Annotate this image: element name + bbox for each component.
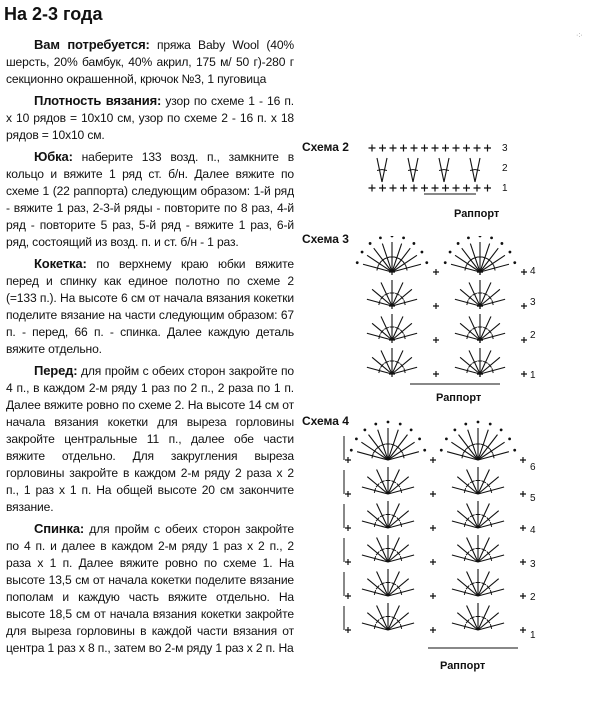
chain-stitch-symbol — [513, 261, 516, 264]
chain-stitch-symbol — [457, 242, 460, 245]
scheme-2-rapport: Раппорт — [454, 208, 500, 220]
stitch-bar — [374, 556, 375, 561]
single-crochet-symbol — [345, 491, 351, 497]
stitch-bar — [374, 488, 375, 493]
stitch-bar — [374, 624, 375, 629]
paragraph-skirt — [6, 148, 294, 251]
stitch-bar — [382, 169, 387, 170]
text-back: для пройм с обеих сторон закройте по 4 п. и далее в каждом 2-м ряду 1 раз х 2 п., 2 раза х 1 п. Далее вяжите ровно по схеме 1. На высоте 13,5 см от начала кокетки поделите вязание пополам и каждую часть вяжите отдельно. На высоте 18,5 см от начала вязания кокетки закройте для выреза горловины в каждой части вязания от центра 1 раз х 8 п., затем во 2-м ряду 1 раз х 2 п. На — [6, 522, 294, 655]
single-crochet-symbol — [442, 145, 449, 152]
chain-stitch-symbol — [410, 428, 413, 431]
stitch-bar — [464, 590, 465, 595]
stitch-bar — [464, 624, 465, 629]
heading-materials: Вам потребуется: — [34, 37, 150, 52]
chain-stitch-symbol — [355, 437, 358, 440]
chain-stitch-symbol — [350, 449, 353, 452]
stitch-bar — [400, 488, 401, 493]
scheme-4-rapport: Раппорт — [440, 660, 486, 672]
stitch-bar — [464, 488, 465, 493]
single-crochet-symbol — [430, 559, 436, 565]
single-crochet-symbol — [463, 145, 470, 152]
single-crochet-symbol — [369, 185, 376, 192]
stitch-bar — [467, 300, 468, 305]
scheme-2-row-3: 3 — [502, 143, 508, 154]
single-crochet-symbol — [421, 145, 428, 152]
stitch-bar — [400, 590, 401, 595]
single-crochet-symbol — [390, 185, 397, 192]
text-front: для пройм с обеих сторон закройте по 4 п., в каждом 2-м ряду 1 раз по 2 п., 2 раза по 1 п. Далее вяжите ровно по схеме 2. На высоте 14 см от начала вязания кокетки для выреза горловины закройте центральные 11 п., далее обе части вяжите отдельно. Для закругления выреза горловины закройте в каждом 2-м ряду 2 раза х 2 п., 1 раз х 1 п. На общей высоте 20 см закончите вязание. — [6, 364, 294, 514]
text-gauge: узор по схеме 1 - 16 п. х 10 рядов = 10х10 см, узор по схеме 2 - 16 п. х 18 рядов = 10х10 см. — [6, 94, 294, 142]
single-crochet-symbol — [521, 337, 527, 343]
paragraph-back — [6, 520, 294, 657]
chain-stitch-symbol — [508, 437, 511, 440]
single-crochet-symbol — [484, 145, 491, 152]
single-crochet-symbol — [520, 491, 526, 497]
stitch-bar — [444, 169, 449, 170]
chain-stitch-symbol — [464, 423, 467, 426]
single-crochet-symbol — [345, 593, 351, 599]
single-crochet-symbol — [521, 303, 527, 309]
heading-front: Перед: — [34, 363, 78, 378]
scheme-4-diagram — [342, 420, 530, 656]
scheme-2-diagram — [366, 140, 496, 196]
chain-stitch-symbol — [361, 251, 364, 254]
scheme-4-title: Схема 4 — [302, 414, 349, 428]
chain-stitch-symbol — [356, 261, 359, 264]
single-crochet-symbol — [432, 185, 439, 192]
chain-stitch-symbol — [440, 449, 443, 452]
scheme-3-row-1: 1 — [530, 370, 536, 381]
scheme-4-row-4: 4 — [530, 525, 536, 536]
stitch-bar — [379, 368, 380, 373]
scheme-2-row-1: 1 — [502, 183, 508, 194]
single-crochet-symbol — [411, 145, 418, 152]
single-crochet-symbol — [453, 185, 460, 192]
stitch-bar — [492, 300, 493, 305]
chain-stitch-symbol — [490, 237, 493, 240]
single-crochet-symbol — [442, 185, 449, 192]
chain-stitch-symbol — [387, 421, 390, 424]
single-crochet-symbol — [400, 185, 407, 192]
stitch-bar — [467, 334, 468, 339]
stitch-bar — [372, 453, 373, 458]
chain-stitch-symbol — [399, 423, 402, 426]
single-crochet-symbol — [463, 185, 470, 192]
chain-stitch-symbol — [501, 242, 504, 245]
instructions-column — [6, 36, 294, 661]
paragraph-materials — [6, 36, 294, 88]
stitch-bar — [439, 169, 444, 170]
single-crochet-symbol — [453, 145, 460, 152]
single-crochet-symbol — [520, 457, 526, 463]
single-crochet-symbol — [430, 593, 436, 599]
stitch-bar — [492, 334, 493, 339]
text-yoke: по верхнему краю юбки вяжите перед и спинку как единое полотно по схеме 2 (=133 п.). На высоте 6 см от начала вязания кокетки поделите вязание на части следующим образом: 67 п. - перед, 66 п. - спинка. Далее каждую деталь вяжите отдельно. — [6, 257, 294, 356]
chain-stitch-symbol — [379, 237, 382, 240]
stitch-bar — [377, 169, 382, 170]
chain-stitch-symbol — [444, 261, 447, 264]
scheme-4-row-2: 2 — [530, 592, 536, 603]
stitch-bar — [492, 368, 493, 373]
stitch-bar — [475, 169, 480, 170]
scheme-4-row-1: 1 — [530, 630, 536, 641]
single-crochet-symbol — [474, 145, 481, 152]
single-crochet-symbol — [379, 145, 386, 152]
single-crochet-symbol — [521, 269, 527, 275]
stitch-bar — [404, 300, 405, 305]
chain-stitch-symbol — [425, 261, 428, 264]
stitch-bar — [462, 453, 463, 458]
single-crochet-symbol — [379, 185, 386, 192]
chain-stitch-symbol — [500, 428, 503, 431]
single-crochet-symbol — [432, 145, 439, 152]
chain-stitch-symbol — [413, 242, 416, 245]
single-crochet-symbol — [345, 627, 351, 633]
stitch-bar — [379, 334, 380, 339]
single-crochet-symbol — [430, 627, 436, 633]
chain-stitch-symbol — [453, 428, 456, 431]
single-crochet-symbol — [430, 457, 436, 463]
chain-stitch-symbol — [418, 437, 421, 440]
stitch-bar — [400, 556, 401, 561]
stitch-bar — [467, 368, 468, 373]
stitch-bar — [490, 624, 491, 629]
stitch-bar — [413, 169, 418, 170]
stitch-bar — [464, 556, 465, 561]
stitch-bar — [377, 266, 378, 271]
heading-back: Спинка: — [34, 521, 85, 536]
single-crochet-symbol — [400, 145, 407, 152]
single-crochet-symbol — [520, 627, 526, 633]
chain-stitch-symbol — [374, 423, 377, 426]
single-crochet-symbol — [345, 559, 351, 565]
scheme-4-row-6: 6 — [530, 462, 536, 473]
stitch-bar — [490, 590, 491, 595]
single-crochet-symbol — [345, 525, 351, 531]
stitch-bar — [404, 368, 405, 373]
scheme-2-title: Схема 2 — [302, 140, 349, 154]
stitch-bar — [493, 453, 494, 458]
stitch-bar — [374, 590, 375, 595]
single-crochet-symbol — [411, 185, 418, 192]
single-crochet-symbol — [430, 525, 436, 531]
single-crochet-symbol — [433, 337, 439, 343]
chain-stitch-symbol — [449, 251, 452, 254]
chain-stitch-symbol — [467, 237, 470, 240]
single-crochet-symbol — [433, 371, 439, 377]
chain-stitch-symbol — [402, 237, 405, 240]
chain-stitch-symbol — [423, 449, 426, 452]
stitch-bar — [464, 522, 465, 527]
heading-skirt: Юбка: — [34, 149, 73, 164]
chain-stitch-symbol — [477, 421, 480, 424]
chain-stitch-symbol — [513, 449, 516, 452]
scheme-3-rapport: Раппорт — [436, 392, 482, 404]
stitch-bar — [465, 266, 466, 271]
single-crochet-symbol — [520, 559, 526, 565]
edge-mark: ·:· — [576, 32, 583, 39]
page-title: На 2-3 года — [4, 4, 103, 24]
chain-stitch-symbol — [479, 236, 482, 237]
single-crochet-symbol — [390, 145, 397, 152]
heading-yoke: Кокетка: — [34, 256, 87, 271]
chain-stitch-symbol — [369, 242, 372, 245]
single-crochet-symbol — [520, 593, 526, 599]
single-crochet-symbol — [521, 371, 527, 377]
stitch-bar — [494, 266, 495, 271]
single-crochet-symbol — [430, 491, 436, 497]
chain-stitch-symbol — [509, 251, 512, 254]
chain-stitch-symbol — [363, 428, 366, 431]
single-crochet-symbol — [345, 457, 351, 463]
scheme-3-row-3: 3 — [530, 297, 536, 308]
stitch-bar — [379, 300, 380, 305]
text-materials: пряжа Baby Wool (40% шерсть, 20% бамбук, 40% акрил, 175 м/ 50 г)-280 г секционно окрашенной, крючок №3, 1 пуговица — [6, 38, 294, 86]
stitch-bar — [490, 522, 491, 527]
scheme-4-row-3: 3 — [530, 559, 536, 570]
paragraph-yoke — [6, 255, 294, 358]
chain-stitch-symbol — [421, 251, 424, 254]
paragraph-front — [6, 362, 294, 516]
single-crochet-symbol — [474, 185, 481, 192]
stitch-bar — [490, 488, 491, 493]
scheme-3-row-2: 2 — [530, 330, 536, 341]
stitch-bar — [404, 334, 405, 339]
single-crochet-symbol — [421, 185, 428, 192]
stitch-bar — [490, 556, 491, 561]
stitch-bar — [403, 453, 404, 458]
heading-gauge: Плотность вязания: — [34, 93, 162, 108]
paragraph-gauge — [6, 92, 294, 144]
single-crochet-symbol — [433, 303, 439, 309]
scheme-2-row-2: 2 — [502, 163, 508, 174]
stitch-bar — [406, 266, 407, 271]
text-skirt: наберите 133 возд. п., замкните в кольцо и вяжите 1 ряд ст. б/н. Далее вяжите по схеме 1 (22 раппорта) следующим образом: 1-й ряд - вяжите 1 раз, 2-3-й ряды - повторите по 8 раз, 4-й ряд - повторите 5 раз, 5-й ряд - вяжите 1 раз, 6-й ряд, состоящий из возд. п. и ст. б/н - 1 раз. — [6, 150, 294, 249]
single-crochet-symbol — [369, 145, 376, 152]
stitch-bar — [470, 169, 475, 170]
single-crochet-symbol — [484, 185, 491, 192]
chain-stitch-symbol — [489, 423, 492, 426]
scheme-4-row-5: 5 — [530, 493, 536, 504]
single-crochet-symbol — [433, 269, 439, 275]
chain-stitch-symbol — [445, 437, 448, 440]
single-crochet-symbol — [520, 525, 526, 531]
chain-stitch-symbol — [391, 236, 394, 237]
stitch-bar — [374, 522, 375, 527]
scheme-3-row-4: 4 — [530, 266, 536, 277]
stitch-bar — [400, 624, 401, 629]
stitch-bar — [400, 522, 401, 527]
scheme-3-diagram — [350, 236, 530, 386]
scheme-3-title: Схема 3 — [302, 232, 349, 246]
stitch-bar — [408, 169, 413, 170]
